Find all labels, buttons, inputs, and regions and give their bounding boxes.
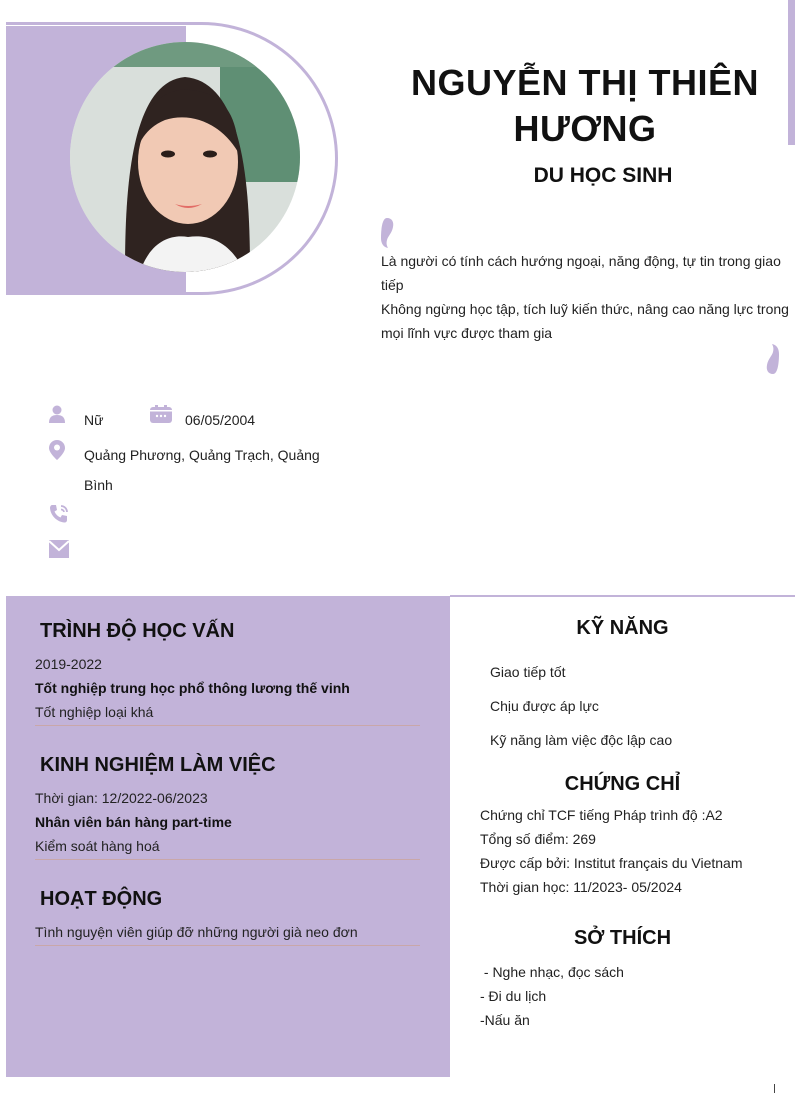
experience-period: Thời gian: 12/2022-06/2023 <box>35 790 208 806</box>
hobby-item: - Nghe nhạc, đọc sách <box>480 964 624 980</box>
hobby-item: -Nấu ăn <box>480 1012 530 1028</box>
activities-heading: HOẠT ĐỘNG <box>40 888 163 910</box>
accent-bar <box>788 0 795 145</box>
education-period: 2019-2022 <box>35 656 102 672</box>
certificate-line: Tổng số điểm: 269 <box>480 831 596 847</box>
summary-line-1: Là người có tính cách hướng ngoại, năng động, tự tin trong giao tiếp <box>381 253 781 293</box>
gender-value: Nữ <box>84 412 104 428</box>
hobby-item: - Đi du lịch <box>480 988 547 1004</box>
education-detail: Tốt nghiệp loại khá <box>35 704 154 720</box>
page-mark <box>774 1084 775 1093</box>
hobbies-heading: SỞ THÍCH <box>573 927 672 949</box>
education-school: Tốt nghiệp trung học phổ thông lương thế vinh <box>35 680 350 696</box>
skill-item: Giao tiếp tốt <box>490 664 566 680</box>
skills-heading: KỸ NĂNG <box>576 617 669 639</box>
candidate-name <box>395 60 775 152</box>
education-heading: TRÌNH ĐỘ HỌC VẤN <box>40 620 235 642</box>
calendar-icon <box>150 405 172 423</box>
phone-icon <box>49 504 69 524</box>
job-title: DU HỌC SINH <box>533 164 673 187</box>
experience-heading: KINH NGHIỆM LÀM VIỆC <box>40 754 276 776</box>
skill-item: Kỹ năng làm việc độc lập cao <box>490 732 673 748</box>
portrait-icon <box>70 42 300 272</box>
certificate-line: Thời gian học: 11/2023- 05/2024 <box>480 879 682 895</box>
user-icon <box>48 405 66 423</box>
experience-divider <box>35 859 420 860</box>
address-value: Quảng Phương, Quảng Trạch, Quảng Bình <box>84 447 320 493</box>
profile-summary <box>381 249 791 345</box>
name-line-1: NGUYỄN THỊ THIÊN <box>410 62 759 103</box>
quote-close-icon <box>766 344 780 374</box>
mail-icon <box>49 540 69 558</box>
activities-divider <box>35 945 420 946</box>
certificate-line: Được cấp bởi: Institut français du Vietnam <box>480 855 743 871</box>
experience-role: Nhân viên bán hàng part-time <box>35 814 232 830</box>
education-divider <box>35 725 420 726</box>
experience-detail: Kiểm soát hàng hoá <box>35 838 160 854</box>
name-line-2: HƯƠNG <box>513 108 657 149</box>
skill-item: Chịu được áp lực <box>490 698 599 714</box>
summary-line-2: Không ngừng học tập, tích luỹ kiến thức, nâng cao năng lực trong mọi lĩnh vực được tham gia <box>381 301 789 341</box>
location-pin-icon <box>49 440 65 460</box>
quote-open-icon <box>380 218 394 248</box>
profile-photo <box>70 42 300 272</box>
divider-line <box>450 595 795 597</box>
certificates-heading: CHỨNG CHỈ <box>564 773 681 795</box>
certificate-line: Chứng chỉ TCF tiếng Pháp trình độ :A2 <box>480 807 723 823</box>
activities-detail: Tình nguyện viên giúp đỡ những người già neo đơn <box>35 924 358 940</box>
birthdate-value: 06/05/2004 <box>185 412 256 428</box>
